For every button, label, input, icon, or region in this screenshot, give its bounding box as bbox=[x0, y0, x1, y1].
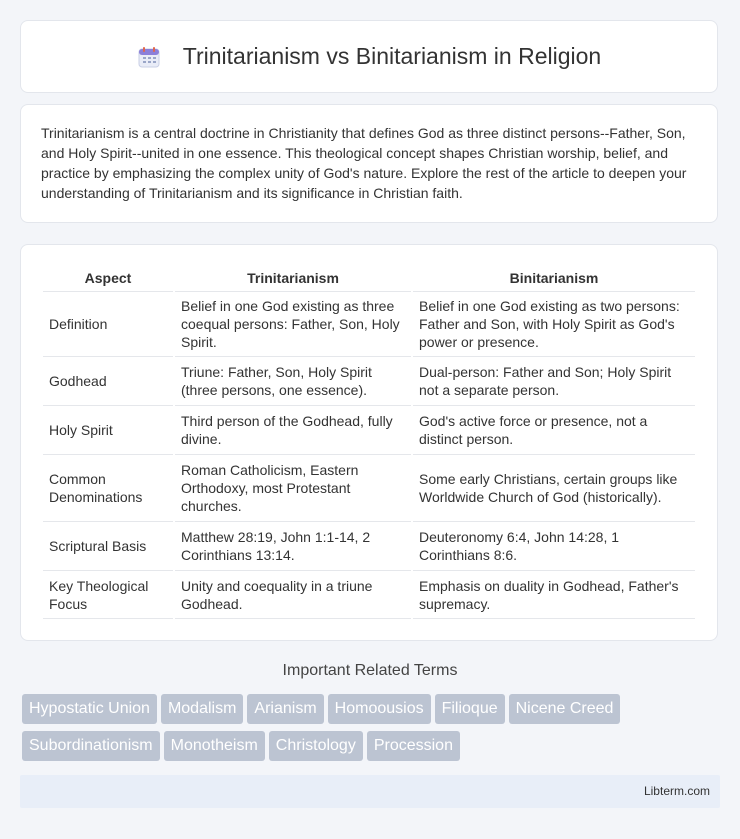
related-term-tag[interactable]: Procession bbox=[367, 731, 460, 761]
related-term-tag[interactable]: Modalism bbox=[161, 694, 243, 724]
calendar-icon bbox=[137, 45, 161, 69]
column-header: Trinitarianism bbox=[247, 270, 339, 286]
table-cell: Belief in one God existing as three coequal persons: Father, Son, Holy Spirit. bbox=[175, 291, 411, 356]
related-term-tag[interactable]: Monotheism bbox=[164, 731, 265, 761]
related-term-tag[interactable]: Filioque bbox=[435, 694, 505, 724]
table-row bbox=[43, 291, 695, 356]
table-cell: Some early Christians, certain groups like Worldwide Church of God (historically). bbox=[413, 454, 695, 521]
table-cell: Definition bbox=[43, 291, 173, 356]
table-cell: Key Theological Focus bbox=[43, 570, 173, 619]
table-cell: Matthew 28:19, John 1:1-14, 2 Corinthians 13:14. bbox=[175, 521, 411, 570]
page-header bbox=[20, 20, 718, 93]
related-term-tag[interactable]: Subordinationism bbox=[22, 731, 160, 761]
table-cell: Holy Spirit bbox=[43, 405, 173, 454]
table-row bbox=[43, 356, 695, 405]
table-cell: Third person of the Godhead, fully divine. bbox=[175, 405, 411, 454]
related-term-tag[interactable]: Homoousios bbox=[328, 694, 431, 724]
table-cell: Roman Catholicism, Eastern Orthodoxy, most Protestant churches. bbox=[175, 454, 411, 521]
intro-section bbox=[20, 104, 718, 223]
table-row bbox=[43, 405, 695, 454]
related-term-tag[interactable]: Christology bbox=[269, 731, 363, 761]
intro-text: Trinitarianism is a central doctrine in Christianity that defines God as three distinct persons--Father, Son, and Holy Spirit--united in one essence. This theological concept shapes Christian worship, belief, and practice by emphasizing the complex unity of God's nature. Explore the rest of the article to deepen your understanding of Trinitarianism and its significance in Christian faith. bbox=[41, 125, 687, 201]
table-cell: Scriptural Basis bbox=[43, 521, 173, 570]
table-row bbox=[43, 570, 695, 619]
table-header-row bbox=[43, 265, 695, 291]
table-cell: Godhead bbox=[43, 356, 173, 405]
footer bbox=[20, 775, 720, 808]
table-cell: God's active force or presence, not a distinct person. bbox=[413, 405, 695, 454]
column-header: Aspect bbox=[84, 270, 132, 286]
table-cell: Dual-person: Father and Son; Holy Spirit not a separate person. bbox=[413, 356, 695, 405]
related-terms-title: Important Related Terms bbox=[282, 662, 458, 679]
comparison-section bbox=[20, 244, 718, 641]
column-header: Binitarianism bbox=[509, 270, 599, 286]
table-row bbox=[43, 454, 695, 521]
page-title: Trinitarianism vs Binitarianism in Religion bbox=[182, 43, 602, 69]
table-row bbox=[43, 521, 695, 570]
table-cell: Deuteronomy 6:4, John 14:28, 1 Corinthians 8:6. bbox=[413, 521, 695, 570]
related-term-tag[interactable]: Arianism bbox=[247, 694, 323, 724]
table-cell: Triune: Father, Son, Holy Spirit (three persons, one essence). bbox=[175, 356, 411, 405]
footer-site-link[interactable]: Libterm.com bbox=[643, 784, 710, 798]
table-cell: Unity and coequality in a triune Godhead. bbox=[175, 570, 411, 619]
related-term-tag[interactable]: Nicene Creed bbox=[509, 694, 621, 724]
related-terms-list bbox=[22, 694, 722, 768]
table-cell: Emphasis on duality in Godhead, Father's supremacy. bbox=[413, 570, 695, 619]
table-cell: Common Denominations bbox=[43, 454, 173, 521]
related-term-tag[interactable]: Hypostatic Union bbox=[22, 694, 157, 724]
comparison-table bbox=[41, 265, 697, 619]
table-cell: Belief in one God existing as two persons: Father and Son, with Holy Spirit as God's power or presence. bbox=[413, 291, 695, 356]
